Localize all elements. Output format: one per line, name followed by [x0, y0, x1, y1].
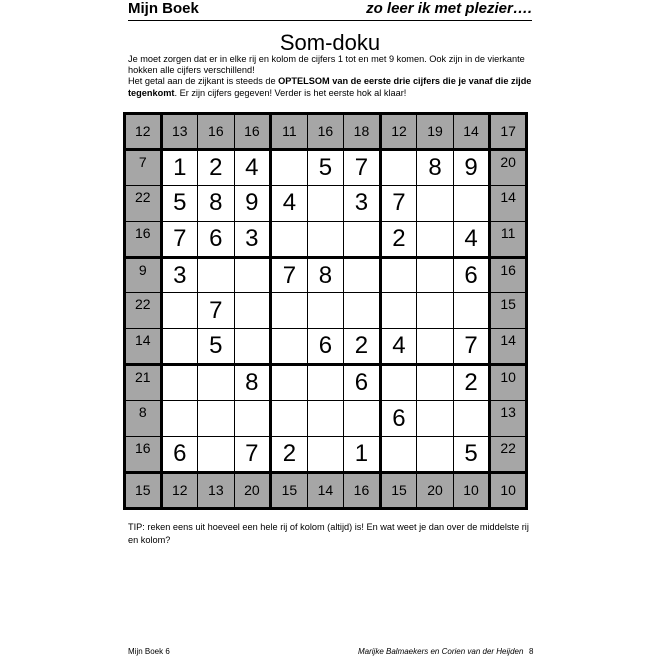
grid-cell[interactable] — [307, 437, 344, 473]
clue-cell: 15 — [125, 472, 162, 508]
grid-cell[interactable]: 6 — [198, 221, 235, 257]
grid-cell[interactable]: 9 — [234, 185, 271, 221]
grid-row — [125, 472, 527, 508]
grid-cell[interactable]: 2 — [271, 437, 308, 473]
grid-cell[interactable] — [380, 257, 417, 293]
grid-cell[interactable]: 4 — [380, 329, 417, 365]
clue-cell: 11 — [271, 114, 308, 150]
clue-cell: 8 — [125, 401, 162, 437]
grid-cell[interactable] — [417, 437, 454, 473]
grid-cell[interactable] — [271, 293, 308, 329]
grid-cell[interactable]: 5 — [453, 437, 490, 473]
grid-cell[interactable]: 5 — [161, 185, 198, 221]
clue-cell: 16 — [490, 257, 527, 293]
clue-cell: 19 — [417, 114, 454, 150]
grid-cell[interactable] — [417, 365, 454, 401]
page-number: 8 — [529, 647, 534, 656]
grid-cell[interactable] — [161, 293, 198, 329]
clue-cell: 7 — [125, 149, 162, 185]
grid-cell[interactable] — [198, 257, 235, 293]
grid-cell[interactable] — [234, 329, 271, 365]
grid-cell[interactable] — [453, 293, 490, 329]
grid-cell[interactable] — [380, 437, 417, 473]
instructions-emphasis: OPTELSOM van de eerste drie cijfers die je vanaf die zijde tegenkomt — [128, 76, 532, 98]
grid-cell[interactable]: 7 — [161, 221, 198, 257]
page-header — [128, 0, 532, 21]
instructions-text: . Er zijn cijfers gegeven! Verder is het eerste hok al klaar! — [174, 87, 407, 98]
clue-cell: 15 — [490, 293, 527, 329]
grid-cell[interactable]: 7 — [453, 329, 490, 365]
book-slogan: zo leer ik met plezier…. — [366, 0, 532, 17]
grid-cell[interactable]: 3 — [344, 185, 381, 221]
grid-cell[interactable]: 6 — [344, 365, 381, 401]
grid-cell[interactable] — [234, 293, 271, 329]
grid-cell[interactable]: 2 — [380, 221, 417, 257]
clue-cell: 22 — [490, 437, 527, 473]
grid-row — [125, 114, 527, 150]
clue-cell: 22 — [125, 185, 162, 221]
grid-row — [125, 293, 527, 329]
grid-cell[interactable] — [417, 329, 454, 365]
clue-cell: 15 — [380, 472, 417, 508]
instructions — [128, 54, 538, 99]
grid-row — [125, 221, 527, 257]
grid-cell[interactable]: 7 — [234, 437, 271, 473]
grid-cell[interactable] — [417, 401, 454, 437]
grid-cell[interactable]: 7 — [198, 293, 235, 329]
clue-cell: 9 — [125, 257, 162, 293]
grid-cell[interactable] — [198, 401, 235, 437]
grid-cell[interactable]: 7 — [344, 149, 381, 185]
grid-cell[interactable] — [271, 365, 308, 401]
clue-cell: 13 — [490, 401, 527, 437]
clue-cell: 21 — [125, 365, 162, 401]
clue-cell: 10 — [490, 472, 527, 508]
grid-cell[interactable]: 6 — [380, 401, 417, 437]
grid-cell[interactable]: 4 — [234, 149, 271, 185]
grid-cell[interactable] — [307, 185, 344, 221]
clue-cell: 13 — [161, 114, 198, 150]
clue-cell: 14 — [307, 472, 344, 508]
grid-cell[interactable]: 9 — [453, 149, 490, 185]
tip-text: TIP: reken eens uit hoeveel een hele rij of kolom (altijd) is! En wat weet je dan over de middelste rij en kolom? — [128, 522, 529, 545]
grid-cell[interactable] — [380, 149, 417, 185]
grid-cell[interactable]: 6 — [453, 257, 490, 293]
clue-cell: 18 — [344, 114, 381, 150]
clue-cell: 14 — [490, 185, 527, 221]
clue-cell: 12 — [125, 114, 162, 150]
grid-cell[interactable] — [307, 293, 344, 329]
instructions-text: Het getal aan de zijkant is steeds de — [128, 76, 279, 87]
grid-cell[interactable]: 2 — [198, 149, 235, 185]
clue-cell: 16 — [344, 472, 381, 508]
clue-cell: 20 — [234, 472, 271, 508]
grid-row — [125, 149, 527, 185]
grid-cell[interactable] — [161, 401, 198, 437]
clue-cell: 20 — [490, 149, 527, 185]
clue-cell: 17 — [490, 114, 527, 150]
grid-cell[interactable] — [344, 221, 381, 257]
clue-cell: 22 — [125, 293, 162, 329]
grid-cell[interactable]: 1 — [161, 149, 198, 185]
grid-cell[interactable] — [198, 365, 235, 401]
clue-cell: 12 — [161, 472, 198, 508]
grid-cell[interactable] — [344, 257, 381, 293]
grid-cell[interactable] — [271, 401, 308, 437]
grid-cell[interactable] — [234, 401, 271, 437]
grid-row — [125, 365, 527, 401]
grid-cell[interactable] — [380, 293, 417, 329]
grid-cell[interactable] — [271, 149, 308, 185]
puzzle-title: Som-doku — [279, 30, 381, 55]
grid-cell[interactable] — [453, 401, 490, 437]
footer-book: Mijn Boek 6 — [128, 647, 170, 656]
grid-cell[interactable] — [417, 185, 454, 221]
clue-cell: 12 — [380, 114, 417, 150]
grid-cell[interactable]: 2 — [453, 365, 490, 401]
grid-cell[interactable]: 8 — [234, 365, 271, 401]
clue-cell: 16 — [198, 114, 235, 150]
grid-cell[interactable] — [271, 329, 308, 365]
grid-cell[interactable] — [453, 185, 490, 221]
clue-cell: 16 — [234, 114, 271, 150]
grid-row — [125, 401, 527, 437]
instructions-paragraph-2 — [128, 76, 538, 98]
grid-cell[interactable]: 2 — [344, 329, 381, 365]
grid-cell[interactable] — [417, 257, 454, 293]
grid-cell[interactable] — [344, 293, 381, 329]
grid-cell[interactable] — [271, 221, 308, 257]
grid-row — [125, 185, 527, 221]
grid-cell[interactable] — [417, 293, 454, 329]
clue-cell: 13 — [198, 472, 235, 508]
grid-cell[interactable]: 7 — [380, 185, 417, 221]
clue-cell: 16 — [307, 114, 344, 150]
clue-cell: 10 — [490, 365, 527, 401]
footer-authors: Marijke Balmaekers en Corien van der Heijden — [358, 647, 524, 656]
grid-cell[interactable]: 6 — [161, 437, 198, 473]
clue-cell: 11 — [490, 221, 527, 257]
grid-cell[interactable]: 3 — [234, 221, 271, 257]
grid-cell[interactable]: 5 — [198, 329, 235, 365]
book-title: Mijn Boek — [128, 0, 199, 17]
grid-cell[interactable]: 8 — [417, 149, 454, 185]
grid-cell[interactable]: 7 — [271, 257, 308, 293]
grid-cell[interactable] — [307, 401, 344, 437]
grid-cell[interactable]: 4 — [453, 221, 490, 257]
grid-cell[interactable]: 5 — [307, 149, 344, 185]
grid-cell[interactable]: 8 — [198, 185, 235, 221]
grid-cell[interactable] — [417, 221, 454, 257]
instructions-paragraph-1: Je moet zorgen dat er in elke rij en kolom de cijfers 1 tot en met 9 komen. Ook zijn in de vierkante hokken alle cijfers verschillend! — [128, 54, 525, 76]
clue-cell: 14 — [125, 329, 162, 365]
grid-cell[interactable] — [344, 401, 381, 437]
grid-cell[interactable]: 1 — [344, 437, 381, 473]
grid-cell[interactable]: 6 — [307, 329, 344, 365]
grid-cell[interactable]: 4 — [271, 185, 308, 221]
clue-cell: 14 — [490, 329, 527, 365]
grid-cell[interactable] — [380, 365, 417, 401]
grid-row — [125, 257, 527, 293]
grid-cell[interactable] — [307, 221, 344, 257]
grid-cell[interactable]: 8 — [307, 257, 344, 293]
grid-row — [125, 437, 527, 473]
grid-cell[interactable] — [307, 365, 344, 401]
somdoku-grid — [123, 112, 528, 510]
clue-cell: 10 — [453, 472, 490, 508]
clue-cell: 14 — [453, 114, 490, 150]
clue-cell: 16 — [125, 437, 162, 473]
clue-cell: 15 — [271, 472, 308, 508]
clue-cell: 16 — [125, 221, 162, 257]
grid-cell[interactable]: 3 — [161, 257, 198, 293]
grid-cell[interactable] — [198, 437, 235, 473]
clue-cell: 20 — [417, 472, 454, 508]
grid-cell[interactable] — [161, 329, 198, 365]
grid-cell[interactable] — [161, 365, 198, 401]
grid-cell[interactable] — [234, 257, 271, 293]
grid-row — [125, 329, 527, 365]
